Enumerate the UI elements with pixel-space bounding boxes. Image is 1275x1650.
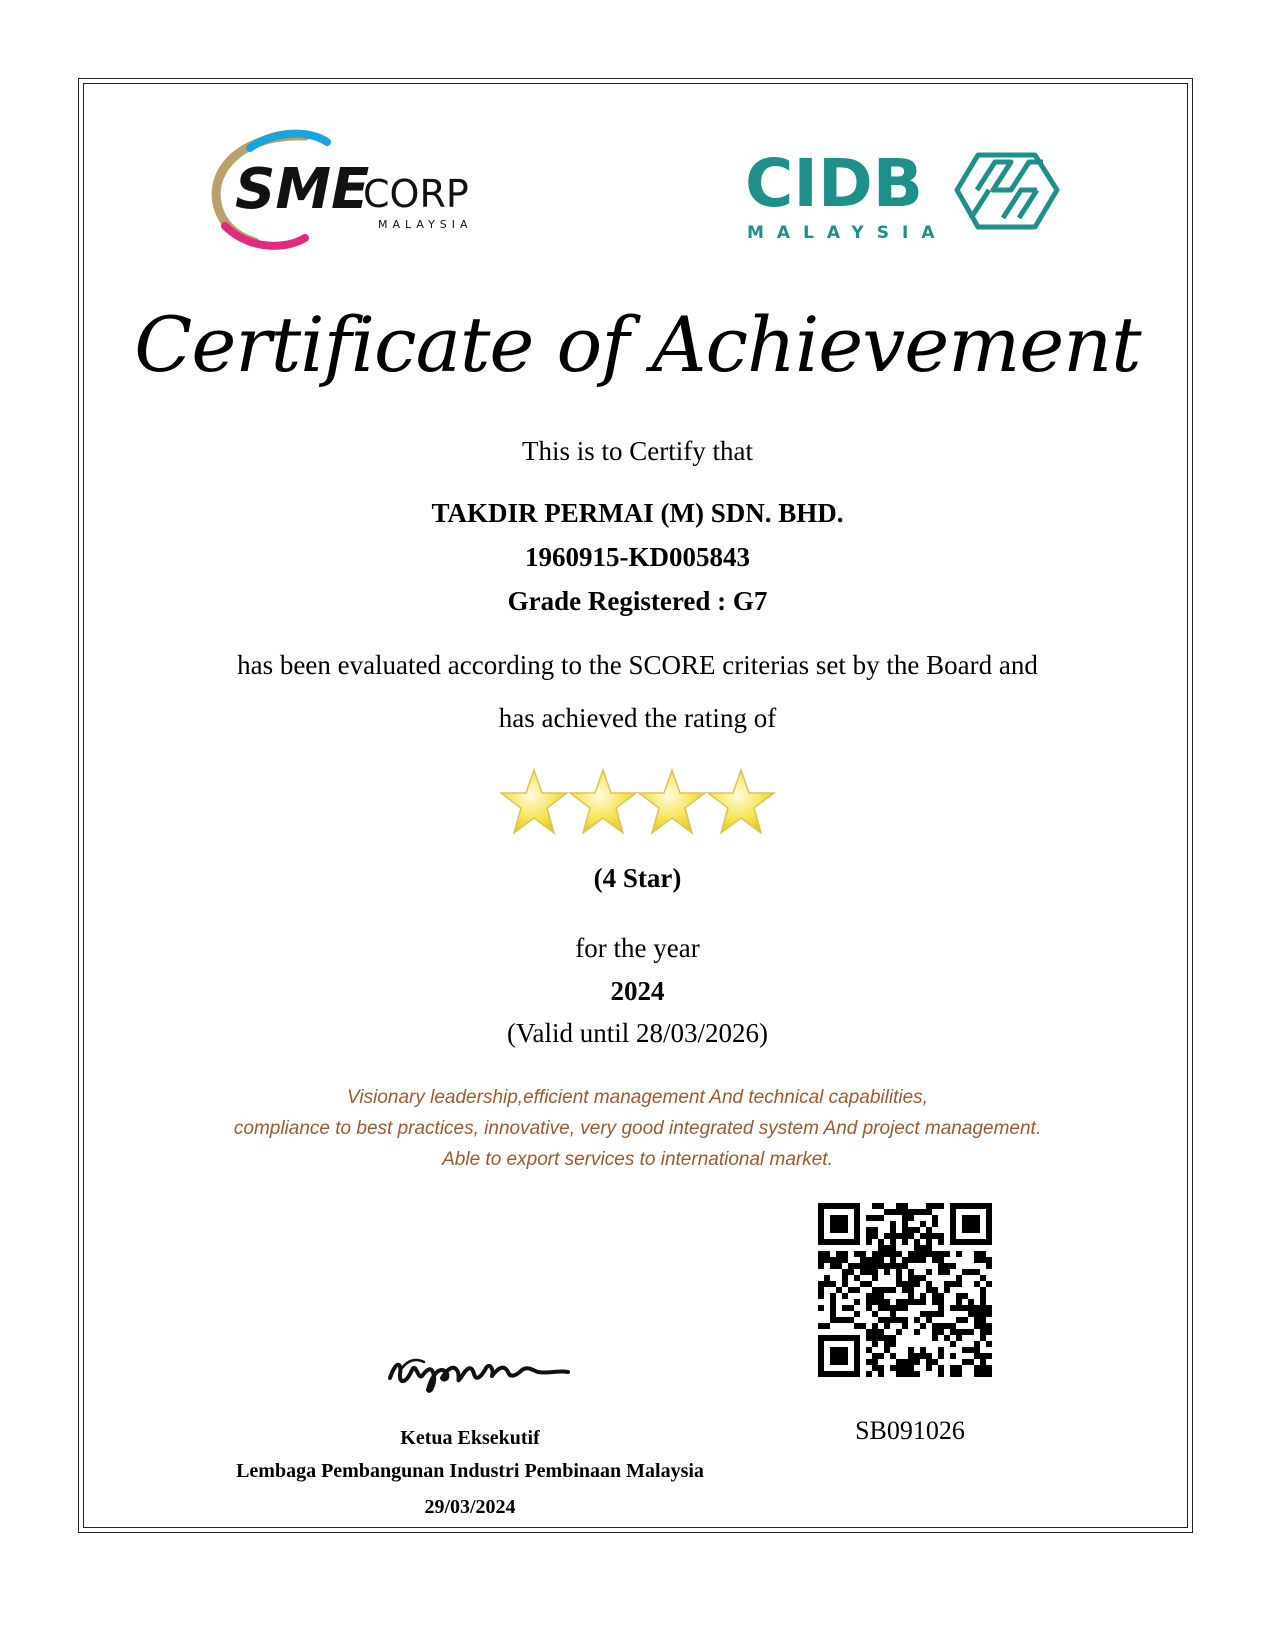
star-icon — [501, 770, 567, 833]
signatory-title: Ketua Eksekutif — [400, 1427, 540, 1449]
sme-corp-logo — [205, 128, 525, 258]
sme-logo-sub-text: MALAYSIA — [378, 218, 473, 231]
remarks-block — [0, 1082, 1275, 1175]
certify-text: This is to Certify that — [522, 436, 753, 466]
evaluation-text: has been evaluated according to the SCORE criterias set by the Board and — [237, 650, 1038, 680]
star-icon — [639, 770, 705, 833]
remarks-line: Visionary leadership,efficient management And technical capabilities, — [347, 1087, 928, 1108]
star-icon — [708, 770, 774, 833]
achieved-text: has achieved the rating of — [498, 703, 777, 733]
company-name: TAKDIR PERMAI (M) SDN. BHD. — [431, 498, 844, 528]
registration-number: 1960915-KD005843 — [525, 542, 750, 572]
certificate-title: Certificate of Achievement — [134, 300, 1141, 389]
qr-code[interactable] — [818, 1203, 992, 1377]
certificate-year: 2024 — [610, 976, 665, 1006]
star-rating — [498, 765, 778, 837]
sme-logo-corp-text: CORP — [363, 172, 469, 216]
signature — [382, 1340, 592, 1400]
rating-label: (4 Star) — [593, 863, 682, 893]
validity-text: (Valid until 28/03/2026) — [507, 1018, 768, 1048]
cidb-hexagon-emblem — [957, 155, 1057, 227]
serial-number: SB091026 — [855, 1416, 965, 1445]
signature-date: 29/03/2024 — [424, 1496, 516, 1518]
remarks-line: compliance to best practices, innovative, very good integrated system And project management. — [233, 1118, 1042, 1139]
star-icon — [570, 770, 636, 833]
for-year-text: for the year — [575, 933, 700, 963]
cidb-logo-main-text: CIDB — [745, 150, 924, 222]
signatory-organization: Lembaga Pembangunan Industri Pembinaan Malaysia — [236, 1460, 704, 1482]
sme-logo-main-text: SME — [235, 157, 370, 222]
remarks-line: Able to export services to international market. — [442, 1149, 833, 1170]
cidb-logo — [745, 150, 1075, 245]
grade-registered: Grade Registered : G7 — [507, 586, 768, 616]
cidb-logo-sub-text: MALAYSIA — [747, 223, 948, 243]
